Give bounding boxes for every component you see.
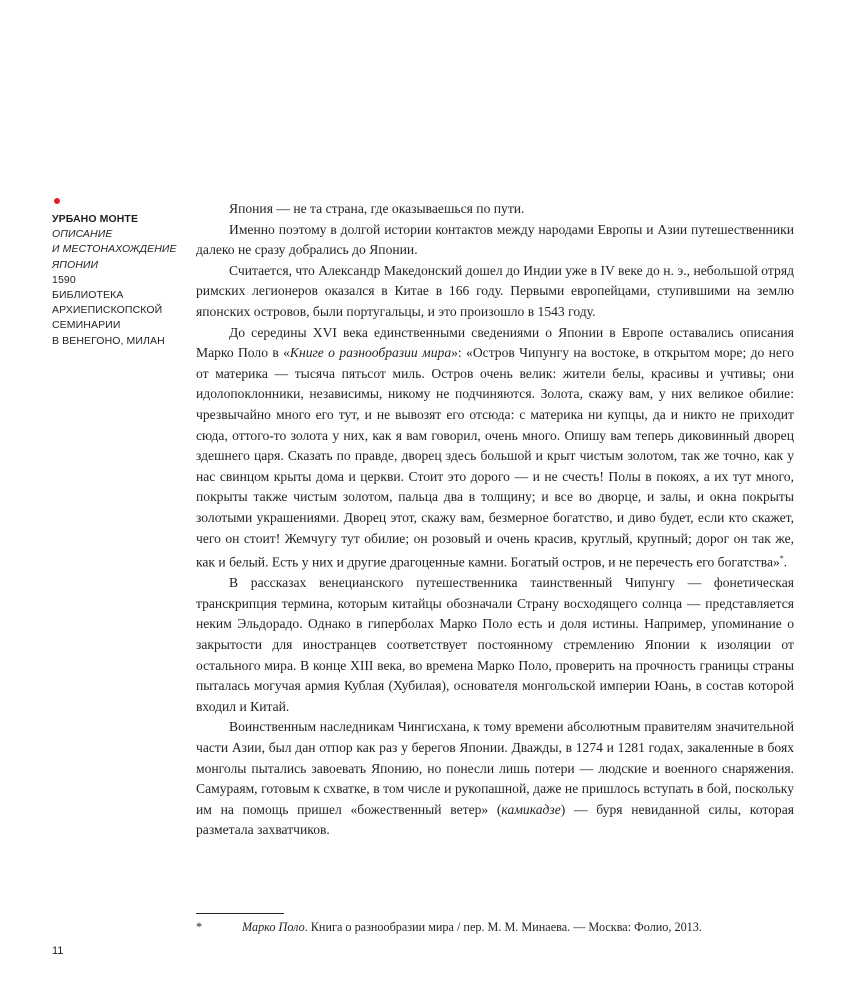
caption-library-line-2: АРХИЕПИСКОПСКОЙ	[52, 304, 163, 317]
paragraph-6	[196, 717, 794, 841]
paragraph-3: Считается, что Александр Македонский дошел до Индии уже в IV веке до н. э., небольшой отряд римских легионеров оказался в Китае в 166 году. Первыми европейцами, ступившими на землю японских островов, были португальцы, и это произошло в 1543 году.	[196, 262, 794, 319]
page-number: 11	[52, 945, 64, 957]
paragraph-4-text-a: До середины XVI века единственными сведениями о Японии в Европе оставались описания Марко Поло в «	[196, 324, 794, 361]
paragraph-4-end: .	[783, 554, 788, 570]
caption-title-line-3: ЯПОНИИ	[52, 258, 99, 271]
footnote-reference[interactable]: *	[779, 554, 784, 564]
paragraph-4-text-b: »: «Остров Чипунгу на востоке, в открытом море; до него от материка — тысяча пятьсот миль. Остров очень велик: жители белы, красивы и учтивы; они идолопоклонники, независимы, никому не подчиняются. Золота, скажу вам, у них великое обилие: чрезвычайно много его тут, и не вывозят его отсюда: с материка ни купцы, да и никто не приходит сюда, оттого-то золота у них, как я вам говорил, очень много. Опишу вам теперь диковинный дворец здешнего царя. Сказать по правде, дворец здесь большой и крыт чистым золотом, так же точно, как у нас свинцом крыты дома и церкви. Стоит это дорого — и не счесть! Полы в покоях, а их тут много, покрыты также чистым золотом, пальца два в толщину; и все во дворце, и залы, и окна покрыты золотыми украшениями. Дворец этот, скажу вам, безмерное богатство, и диво будет, если кто скажет, чего он стоит! Жемчугу тут обилие; он розовый и очень красив, круглый, крупный; дорог он так же, как и белый. Есть у них и другие драгоценные камни. Богатый остров, и не перечесть его богатства»	[196, 345, 794, 570]
caption-title-line-1: ОПИСАНИЕ	[52, 228, 113, 241]
paragraph-4	[196, 323, 794, 574]
body-text	[196, 199, 794, 841]
footnote-divider	[196, 913, 284, 914]
paragraph-2: Именно поэтому в долгой истории контактов между народами Европы и Азии путешественники далеко не сразу добрались до Японии.	[196, 221, 794, 258]
caption-title-line-2: И МЕСТОНАХОЖДЕНИЕ	[52, 243, 177, 256]
kamikaze-term: камикадзе	[501, 801, 561, 817]
footnote-text: . Книга о разнообразии мира / пер. М. М. Минаева. — Москва: Фолио, 2013.	[304, 920, 702, 934]
footnote-mark: *	[196, 920, 203, 934]
paragraph-6-text-b: ) — буря невиданной силы, которая разметала захватчиков.	[196, 801, 794, 838]
paragraph-5: В рассказах венецианского путешественника таинственный Чипунгу — фонетическая транскрипция термина, которым китайцы обозначали Страну восходящего солнца — представляется неким Эльдорадо. Однако в гиперболах Марко Поло есть и доля истины. Например, упоминание о закрытости для иностранцев соответствует постоянному стремлению Японии к изоляции от остального мира. В конце XIII века, во времена Марко Поло, проверить на прочность границы страны пыталась могучая армия Кублая (Хубилая), основателя монгольской империи Юань, в состав которой входил и Китай.	[196, 575, 794, 714]
paragraph-6-text-a: Воинственным наследникам Чингисхана, к тому времени абсолютным правителям значительной части Азии, был дан отпор как раз у берегов Японии. Дважды, в 1274 и 1281 годах, закаленные в боях монголы пытались завоевать Японию, но понесли лишь потери — людские и военного снаряжения. Самураям, готовым к схватке, в том числе и рукопашной, даже не пришлось вступать в бой, поскольку им на помощь пришел «божественный ветер» (	[196, 719, 794, 817]
caption-library-line-3: СЕМИНАРИИ	[52, 319, 121, 332]
footnote	[196, 919, 794, 935]
image-caption	[52, 212, 182, 349]
caption-library-line-1: БИБЛИОТЕКА	[52, 289, 124, 302]
caption-author: УРБАНО МОНТЕ	[52, 213, 139, 225]
paragraph-1: Япония — не та страна, где оказываешься по пути.	[229, 201, 525, 216]
caption-year: 1590	[52, 273, 76, 286]
section-marker-dot	[54, 198, 60, 204]
book-title: Книге о разнообразии мира	[289, 345, 452, 361]
footnote-author: Марко Поло	[242, 920, 305, 934]
caption-library-line-4: В ВЕНЕГОНО, МИЛАН	[52, 334, 165, 347]
